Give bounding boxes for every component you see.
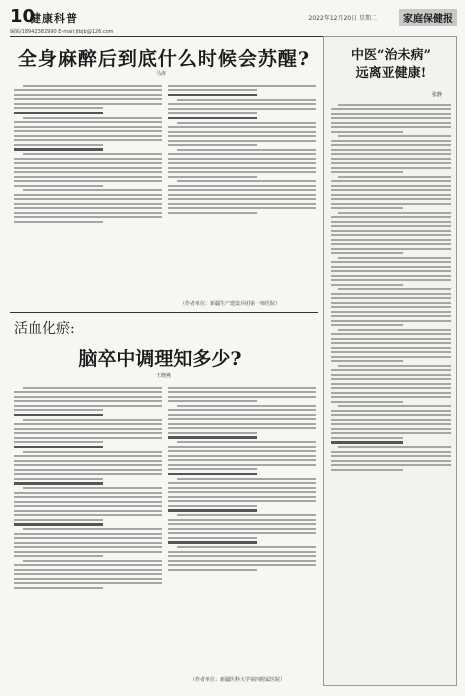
sidebar-article-title: 中医“治未病” 远离亚健康!: [351, 48, 431, 81]
sidebar-article-body: [331, 101, 451, 679]
article1-col-left: [14, 82, 162, 308]
article2-footer: （作者单位：新疆医科大学第四附属医院）: [190, 677, 286, 683]
article2-byline: 王晓燕: [156, 373, 172, 379]
article-divider: [10, 312, 318, 313]
sidebar-article-box: [323, 36, 457, 686]
article1-title: 全身麻醉后到底什么时候会苏醒?: [17, 48, 311, 70]
section-name: 健康科普: [30, 12, 78, 25]
page-number: 10: [10, 6, 36, 27]
editor-info: 编辑/18942382990 E-mail:jtbjb@126.com: [10, 29, 114, 35]
article2-col-right: [168, 384, 316, 670]
page-header: [10, 6, 457, 36]
article2-kicker: 活血化瘀:: [14, 321, 75, 337]
article1-footer: （作者单位：新疆生产建设兵团第一师医院）: [180, 301, 281, 307]
article2-title: 脑卒中调理知多少?: [78, 348, 242, 370]
article1-col-right: [168, 82, 316, 296]
article1-byline: 马涛: [156, 71, 167, 77]
sidebar-article-byline: 张静: [431, 92, 442, 98]
article2-col-left: [14, 384, 162, 682]
column-badge: 家庭保健报: [399, 9, 457, 26]
issue-date: 2022年12月20日 星期二: [308, 15, 377, 22]
